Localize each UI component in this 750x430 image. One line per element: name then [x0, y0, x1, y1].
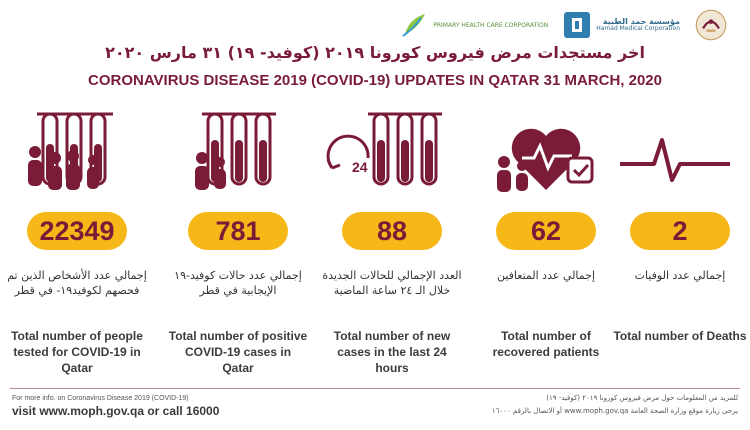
stat-card-recovered — [476, 100, 616, 390]
moph-emblem-icon — [694, 8, 728, 42]
tested-label-en: Total number of people tested for COVID-19 in Qatar — [11, 329, 143, 375]
positive-label-ar: إجمالي عدد حالات كوفيد-١٩ الإيجابية في قطر — [174, 269, 302, 297]
recovered-heart-icon — [476, 100, 616, 200]
test-tubes-people-icon — [7, 100, 147, 200]
hmc-logo-text-group — [596, 18, 680, 32]
tested-label-ar: إجمالي عدد الأشخاص الذين تم فحصهم لكوفيد١٩- في قطر — [7, 269, 147, 297]
footer-visit-en: visit www.moph.gov.qa or call 16000 — [12, 404, 220, 418]
positive-label-en: Total number of positive COVID-19 cases in Qatar — [168, 329, 308, 375]
deaths-label-en: Total number of Deaths — [613, 329, 747, 343]
stat-card-deaths — [610, 100, 750, 390]
page-title-en: CORONAVIRUS DISEASE 2019 (COVID-19) UPDATES IN QATAR 31 MARCH, 2020 — [87, 72, 662, 89]
recovered-label-en: Total number of recovered patients — [492, 329, 600, 359]
phcc-logo-text: PRIMARY HEALTH CARE CORPORATION — [433, 21, 549, 29]
stat-card-new-cases — [322, 100, 462, 390]
new-cases-label-ar: العدد الإجمالي للحالات الجديدة خلال الـ ٢٤ ساعة الماضية — [322, 269, 462, 297]
page-title-ar: اخر مستجدات مرض فيروس كورونا ٢٠١٩ (كوفيد- ١٩) ٣١ مارس ٢٠٢٠ — [105, 43, 645, 62]
footer-info-ar: للمزيد من المعلومات حول مرض فيروس كورونا ٢٠١٩ (كوفيد- ١٩) — [546, 394, 738, 402]
recovered-label-ar: إجمالي عدد المتعافين — [496, 269, 595, 282]
phcc-logo — [399, 10, 548, 40]
heartbeat-line-icon — [610, 100, 750, 200]
test-tubes-family-icon — [168, 100, 308, 200]
hmc-logo-text-ar: مؤسسة حمد الطبية — [602, 17, 680, 26]
deaths-label-ar: إجمالي عدد الوفيات — [634, 269, 726, 282]
svg-text:24: 24 — [352, 159, 368, 175]
new-cases-label-en: Total number of new cases in the last 24 hours — [333, 329, 451, 375]
deaths-count: 2 — [630, 212, 730, 250]
stat-card-tested — [7, 100, 147, 390]
phcc-leaf-icon — [399, 10, 429, 40]
stat-card-positive — [168, 100, 308, 390]
hmc-emblem-icon — [562, 10, 592, 40]
test-tubes-24h-icon — [322, 100, 462, 200]
footer-divider — [10, 388, 740, 389]
recovered-count: 62 — [496, 212, 596, 250]
hmc-logo — [562, 10, 680, 40]
tested-count: 22349 — [27, 212, 127, 250]
positive-count: 781 — [188, 212, 288, 250]
hmc-logo-text-en: Hamad Medical Corporation — [596, 25, 680, 32]
header-logos — [399, 8, 728, 42]
new-cases-count: 88 — [342, 212, 442, 250]
footer-visit-ar: يرجى زيارة موقع وزارة الصحة العامة www.moph.gov.qa أو الاتصال بالرقم ١٦٠٠٠ — [491, 407, 738, 415]
footer-info-en: For more info. on Coronavirus Disease 2019 (COVID-19) — [12, 395, 189, 402]
